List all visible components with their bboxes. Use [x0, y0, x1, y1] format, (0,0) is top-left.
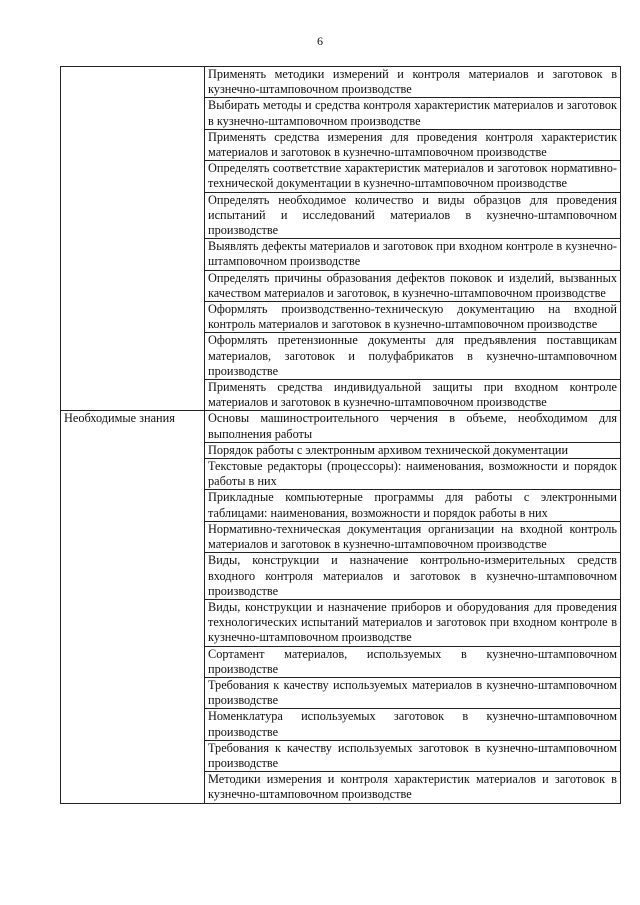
- knowledge-item: Требования к качеству используемых заготовок в кузнечно-штамповочном производстве: [205, 740, 621, 771]
- skills-label-cell: [61, 67, 205, 411]
- skills-item: Определять необходимое количество и виды образцов для проведения испытаний и исследований материалов в кузнечно-штамповочном производстве: [205, 192, 621, 239]
- knowledge-item: Прикладные компьютерные программы для работы с электронными таблицами: наименования, возможности и порядок работы в них: [205, 490, 621, 521]
- skills-item: Оформлять производственно-техническую документацию на входной контроль материалов и заготовок в кузнечно-штамповочном производстве: [205, 302, 621, 333]
- skills-item: Выявлять дефекты материалов и заготовок при входном контроле в кузнечно-штамповочном производстве: [205, 239, 621, 270]
- skills-item: Применять средства измерения для проведения контроля характеристик материалов и заготовок в кузнечно-штамповочном производстве: [205, 129, 621, 160]
- knowledge-item: Сортамент материалов, используемых в кузнечно-штамповочном производстве: [205, 646, 621, 677]
- skills-item: Определять причины образования дефектов поковок и изделий, вызванных качеством материалов и заготовок, в кузнечно-штамповочном производстве: [205, 270, 621, 301]
- knowledge-row: [61, 411, 621, 442]
- knowledge-item: Виды, конструкции и назначение контрольно-измерительных средств входного контроля материалов и заготовок в кузнечно-штамповочном производстве: [205, 553, 621, 600]
- skills-item: Оформлять претензионные документы для предъявления поставщикам материалов, заготовок и полуфабрикатов в кузнечно-штамповочном производстве: [205, 333, 621, 380]
- knowledge-item: Номенклатура используемых заготовок в кузнечно-штамповочном производстве: [205, 709, 621, 740]
- knowledge-item: Текстовые редакторы (процессоры): наименования, возможности и порядок работы в них: [205, 459, 621, 490]
- knowledge-item: Требования к качеству используемых материалов в кузнечно-штамповочном производстве: [205, 677, 621, 708]
- skills-row: [61, 67, 621, 98]
- knowledge-label-cell: Необходимые знания: [61, 411, 205, 803]
- knowledge-item: Порядок работы с электронным архивом технической документации: [205, 442, 621, 458]
- knowledge-item: Виды, конструкции и назначение приборов и оборудования для проведения технологических испытаний материалов и заготовок при входном контроле в кузнечно-штамповочном производстве: [205, 599, 621, 646]
- page-number: 6: [317, 34, 323, 48]
- knowledge-item: Нормативно-техническая документация организации на входной контроль материалов и заготовок в кузнечно-штамповочном производстве: [205, 521, 621, 552]
- knowledge-item: Методики измерения и контроля характеристик материалов и заготовок в кузнечно-штамповочном производстве: [205, 772, 621, 803]
- knowledge-item: Основы машиностроительного черчения в объеме, необходимом для выполнения работы: [205, 411, 621, 442]
- skills-item: Применять средства индивидуальной защиты при входном контроле материалов и заготовок в кузнечно-штамповочном производстве: [205, 380, 621, 411]
- skills-item: Выбирать методы и средства контроля характеристик материалов и заготовок в кузнечно-штамповочном производстве: [205, 98, 621, 129]
- requirements-table: [60, 66, 621, 804]
- skills-item: Применять методики измерений и контроля материалов и заготовок в кузнечно-штамповочном производстве: [205, 67, 621, 98]
- skills-item: Определять соответствие характеристик материалов и заготовок нормативно-технической документации в кузнечно-штамповочном производстве: [205, 161, 621, 192]
